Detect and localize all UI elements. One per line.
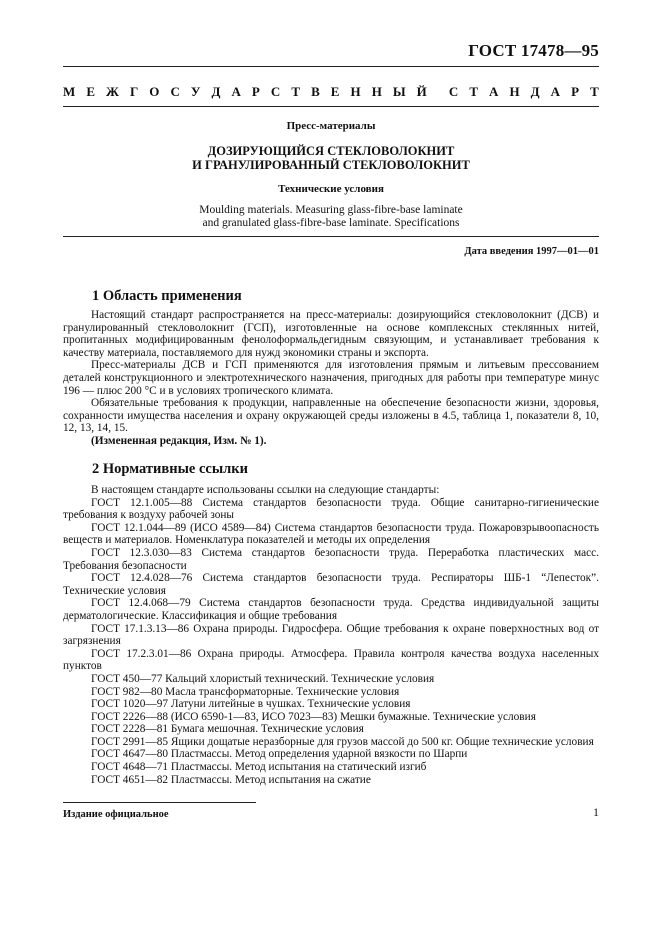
reference-item: ГОСТ 17.2.3.01—86 Охрана природы. Атмосфера. Правила контроля качества воздуха населенных пунктов <box>63 647 599 673</box>
banner-letter: В <box>311 84 320 99</box>
banner-letter: А <box>231 84 241 99</box>
document-title <box>63 144 599 172</box>
paragraph: Обязательные требования к продукции, направленные на обеспечение безопасности жизни, здоровья, сохранности имущества населения и охрану окружающей среды изложены в 4.5, таблица 1, показатели 8, 10, 12, 13, 14, 15. <box>63 397 599 435</box>
document-subtitle: Технические условия <box>278 183 384 195</box>
reference-item: ГОСТ 4647—80 Пластмассы. Метод определения ударной вязкости по Шарпи <box>91 748 468 761</box>
banner-letter: М <box>63 84 76 99</box>
banner-letter: О <box>149 84 160 99</box>
banner-letter: Т <box>590 84 599 99</box>
english-title <box>63 204 599 230</box>
banner-letter: Г <box>129 84 139 99</box>
banner-letter: С <box>270 84 281 99</box>
paragraph: Настоящий стандарт распространяется на пресс-материалы: дозирующийся стекловолокнит (ДСВ) и гранулированный стекловолокнит (ГСП), изготовленные на основе комплексных стеклянных нитей, пропитанных модифицированным фенолоформальдегидным связующим, и устанавливает требования к качеству материала, поставляемого для нужд экономики страны и экспорта. <box>63 309 599 359</box>
reference-item: ГОСТ 4648—71 Пластмассы. Метод испытания на статический изгиб <box>91 761 427 774</box>
reference-item: ГОСТ 12.3.030—83 Система стандартов безопасности труда. Переработка пластических масс. Требования безопасности <box>63 546 599 572</box>
banner-letter: А <box>550 84 561 99</box>
reference-item: ГОСТ 12.1.044—89 (ИСО 4589—84) Система стандартов безопасности труда. Пожаровзрывоопасность веществ и материалов. Номенклатура показателей и методы их определения <box>63 521 599 547</box>
amendment-note: (Измененная редакция, Изм. № 1). <box>91 434 267 447</box>
document-id: ГОСТ 17478—95 <box>468 41 599 60</box>
banner-letter: Т <box>469 84 478 99</box>
interstate-standard-banner <box>63 84 599 100</box>
reference-item: ГОСТ 12.4.068—79 Система стандартов безопасности труда. Средства индивидуальной защиты дерматологические. Классификация и общие требования <box>63 597 599 622</box>
banner-letter: Д <box>530 84 540 99</box>
title-divider <box>63 236 599 237</box>
reference-item: ГОСТ 982—80 Масла трансформаторные. Технические условия <box>91 685 400 698</box>
section-2-body <box>63 484 599 786</box>
paragraph: В настоящем стандарте использованы ссылки на следующие стандарты: <box>91 484 440 496</box>
reference-item: ГОСТ 2226—88 (ИСО 6590-1—83, ИСО 7023—83) Мешки бумажные. Технические условия <box>91 710 536 723</box>
section-2-heading: 2 Нормативные ссылки <box>92 461 248 477</box>
page-number: 1 <box>593 805 599 819</box>
banner-letter: Н <box>509 84 520 99</box>
banner-letter: А <box>489 84 499 99</box>
banner-letter: Е <box>330 84 340 99</box>
banner-letter: Н <box>350 84 361 99</box>
banner-letter: Р <box>251 84 260 99</box>
reference-item: ГОСТ 12.1.005—88 Система стандартов безопасности труда. Общие санитарно-гигиенические требования к воздуху рабочей зоны <box>63 496 599 522</box>
top-divider <box>63 66 599 67</box>
reference-item: ГОСТ 4651—82 Пластмассы. Метод испытания на сжатие <box>91 773 371 786</box>
section-1-heading: 1 Область применения <box>92 288 242 304</box>
english-title-line: and granulated glass-fibre-base laminate. Specifications <box>202 217 460 229</box>
banner-letter: С <box>448 84 459 99</box>
reference-item: ГОСТ 2228—81 Бумага мешочная. Технические условия <box>91 723 364 736</box>
banner-letter: Т <box>291 84 301 99</box>
reference-item: ГОСТ 1020—97 Латуни литейные в чушках. Технические условия <box>91 698 411 711</box>
footer-divider <box>63 802 256 803</box>
official-edition-label: Издание официальное <box>63 809 169 820</box>
reference-item: ГОСТ 2991—85 Ящики дощатые неразборные для грузов массой до 500 кг. Общие технические условия <box>91 735 594 748</box>
banner-letter: Р <box>571 84 580 99</box>
paragraph: Пресс-материалы ДСВ и ГСП применяются для изготовления прямым и литьевым прессованием деталей конструкционного и электротехнического назначения, пригодных для работы при температуре минус 196 — плюс 200 °С и в условиях тропического климата. <box>63 359 599 397</box>
banner-letter: С <box>170 84 180 99</box>
banner-divider <box>63 106 599 107</box>
title-line: И ГРАНУЛИРОВАННЫЙ СТЕКЛОВОЛОКНИТ <box>192 158 470 172</box>
banner-letter: Ы <box>392 84 406 99</box>
reference-item: ГОСТ 450—77 Кальций хлористый технический. Технические условия <box>91 672 435 685</box>
section-1-body <box>63 309 599 448</box>
banner-letter: Й <box>416 84 427 99</box>
banner-letter: Д <box>211 84 221 99</box>
material-kind: Пресс-материалы <box>286 120 376 132</box>
banner-letter: Е <box>86 84 95 99</box>
english-title-line: Moulding materials. Measuring glass-fibre-base laminate <box>199 204 463 216</box>
introduction-date: Дата введения 1997—01—01 <box>464 246 599 257</box>
reference-item: ГОСТ 17.1.3.13—86 Охрана природы. Гидросфера. Общие требования к охране поверхностных вод от загрязнения <box>63 622 599 648</box>
title-line: ДОЗИРУЮЩИЙСЯ СТЕКЛОВОЛОКНИТ <box>207 144 455 158</box>
banner-letter: Н <box>371 84 382 99</box>
reference-item: ГОСТ 12.4.028—76 Система стандартов безопасности труда. Респираторы ШБ-1 “Лепесток”. Технические условия <box>63 572 599 597</box>
banner-letter: У <box>190 84 201 99</box>
banner-letter: Ж <box>106 84 119 99</box>
